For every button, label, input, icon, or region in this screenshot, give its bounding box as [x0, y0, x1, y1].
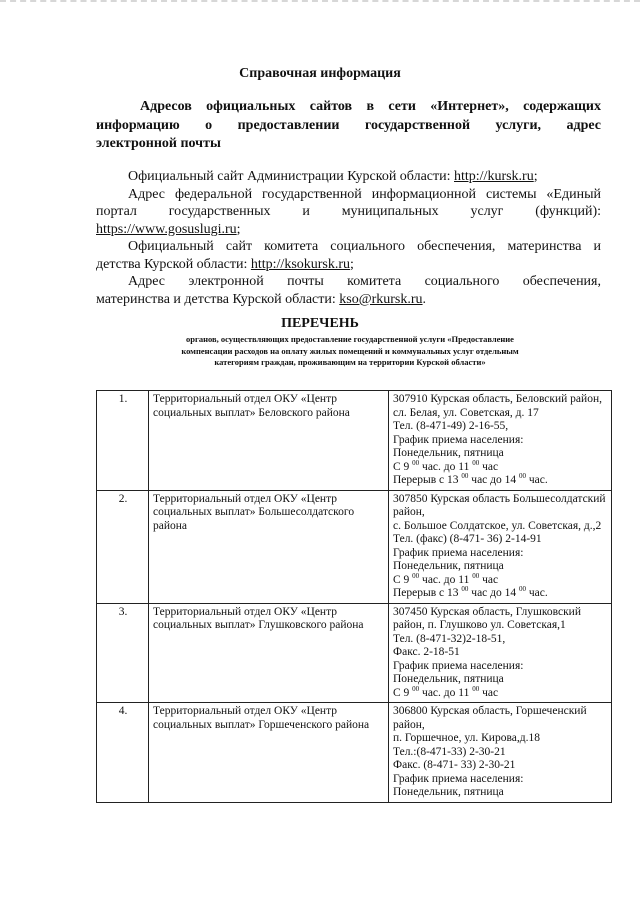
address-line: 307850 Курская область Большесолдатский район,: [393, 492, 606, 518]
email-line-1: Адрес электронной почты комитета социального обеспечения,: [128, 274, 601, 289]
fax-line: Факс. (8-471- 33) 2-30-21: [393, 759, 516, 771]
email-suffix: .: [422, 291, 427, 307]
row-number: 2.: [97, 490, 149, 603]
committee-suffix: ;: [350, 256, 354, 272]
address-line: с. Большое Солдатское, ул. Советская, д.,2: [393, 519, 602, 532]
list-description: [120, 334, 580, 369]
email-link[interactable]: kso@rkursk.ru: [339, 291, 423, 307]
committee-line-1: Официальный сайт комитета социального обеспечения, материнства и: [128, 239, 601, 254]
schedule-days: Понедельник, пятница: [393, 786, 504, 798]
schedule-hours: С 9 $^{00}$ час. до 11 $^{00}$ час: [393, 458, 499, 473]
org-address: [389, 703, 612, 803]
phone-line: Тел. (8-471-49) 2-16-55,: [393, 420, 509, 432]
committee-label: детства Курской области:: [96, 256, 251, 272]
row-number: 1.: [97, 391, 149, 491]
org-address: [389, 603, 612, 703]
list-desc-line-3: категориям граждан, проживающим на территории Курской области»: [214, 357, 486, 367]
portal-line-1: Адрес федеральной государственной информационной системы «Единый: [128, 186, 601, 202]
address-line: п. Горшечное, ул. Кирова,д.18: [393, 732, 540, 744]
list-desc-line-1: органов, осуществляющих предоставление государственной услуги «Предоставление: [186, 334, 514, 344]
row-number: 4.: [97, 703, 149, 803]
address-line: 307450 Курская область, Глушковский район, п. Глушково ул. Советская,1: [393, 605, 581, 631]
portal-link[interactable]: https://www.gosuslugi.ru: [96, 221, 237, 237]
admin-site-line: [96, 168, 601, 186]
subtitle-line-1: Адресов официальных сайтов в сети «Интернет», содержащих: [140, 99, 601, 114]
portal-suffix: ;: [236, 221, 241, 237]
table-row: [97, 490, 612, 603]
schedule-break: Перерыв с 13 $^{00}$ час до 14 $^{00}$ час.: [393, 585, 548, 599]
phone-line: Тел. (факс) (8-471- 36) 2-14-91: [393, 533, 542, 545]
row-number: 3.: [97, 603, 149, 703]
address-line: 306800 Курская область, Горшеченский район,: [393, 705, 587, 731]
list-desc-line-2: компенсации расходов на оплату жилых помещений и коммунальных услуг отдельным: [181, 345, 519, 356]
organizations-table: [96, 390, 612, 803]
admin-site-link[interactable]: http://kursk.ru: [454, 169, 534, 184]
committee-line-2: [96, 256, 601, 274]
schedule-days: Понедельник, пятница: [393, 673, 504, 685]
schedule-days: Понедельник, пятница: [393, 560, 504, 572]
schedule-hours: С 9 $^{00}$ час. до 11 $^{00}$ час: [393, 571, 499, 586]
email-label: материнства и детства Курской области:: [96, 291, 340, 307]
fax-line: Факс. 2-18-51: [393, 646, 460, 658]
contact-info-block: [96, 168, 601, 308]
schedule-label: График приема населения:: [393, 772, 524, 785]
schedule-label: График приема населения:: [393, 659, 524, 672]
list-title: ПЕРЕЧЕНЬ: [281, 316, 359, 331]
org-address: [389, 391, 612, 491]
phone-line: Тел.:(8-471-33) 2-30-21: [393, 745, 506, 758]
subtitle-line-3: электронной почты: [96, 136, 221, 151]
org-address: [389, 490, 612, 603]
subtitle-line-2: информацию о предоставлении государственной услуги, адрес: [96, 117, 601, 133]
schedule-label: График приема населения:: [393, 546, 524, 559]
committee-link[interactable]: http://ksokursk.ru: [250, 256, 351, 272]
admin-site-suffix: ;: [533, 169, 538, 184]
portal-line-3: [96, 221, 601, 239]
address-line: 307910 Курская область, Беловский район, сл. Белая, ул. Советская, д. 17: [393, 393, 602, 419]
page-title: Справочная информация: [239, 66, 401, 81]
phone-line: Тел. (8-471-32)2-18-51,: [393, 632, 506, 645]
table-row: [97, 603, 612, 703]
org-name: Территориальный отдел ОКУ «Центр социальных выплат» Глушковского района: [149, 603, 389, 703]
portal-line-2: портал государственных и муниципальных услуг (функций):: [96, 204, 601, 219]
org-name: Территориальный отдел ОКУ «Центр социальных выплат» Горшеченского района: [149, 703, 389, 803]
schedule-label: График приема населения:: [393, 433, 524, 446]
document-subtitle: [96, 98, 601, 154]
schedule-break: Перерыв с 13 $^{00}$ час до 14 $^{00}$ час.: [393, 472, 548, 486]
email-line-2: [96, 291, 601, 309]
schedule-hours: С 9 $^{00}$ час. до 11 $^{00}$ час: [393, 684, 499, 699]
schedule-days: Понедельник, пятница: [393, 447, 504, 459]
org-name: Территориальный отдел ОКУ «Центр социальных выплат» Большесолдатского района: [149, 490, 389, 603]
admin-site-label: Официальный сайт Администрации Курской области:: [128, 169, 454, 184]
table-row: [97, 391, 612, 491]
scan-edge-artifact: [0, 0, 640, 6]
table-row: [97, 703, 612, 803]
org-name: Территориальный отдел ОКУ «Центр социальных выплат» Беловского района: [149, 391, 389, 491]
